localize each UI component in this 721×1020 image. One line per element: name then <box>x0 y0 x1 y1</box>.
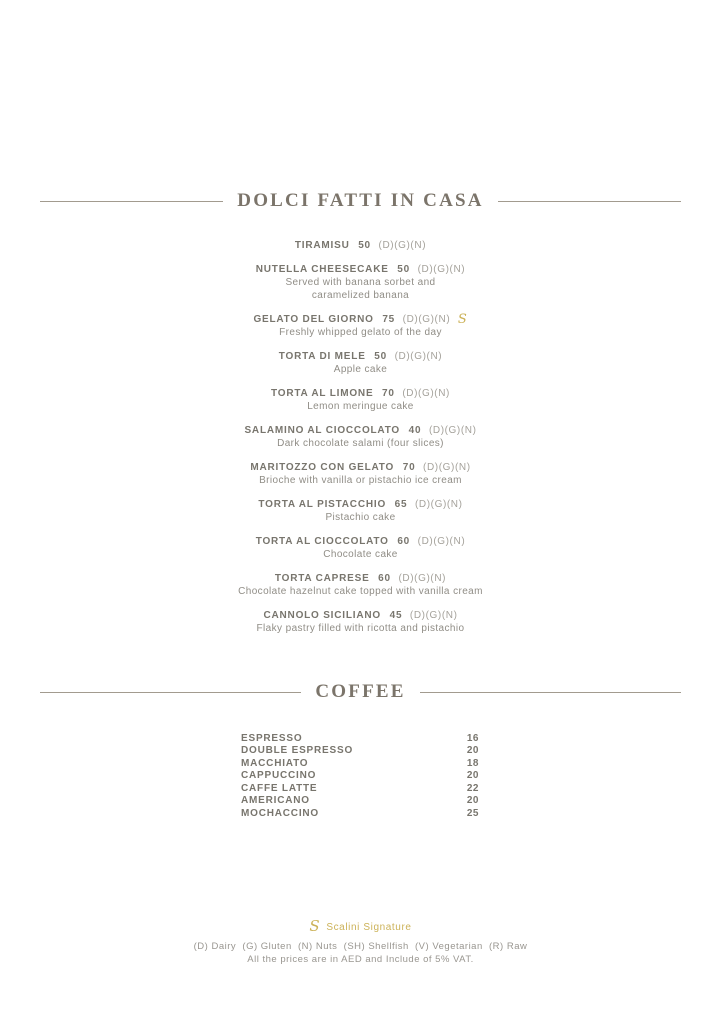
dessert-item-name: NUTELLA CHEESECAKE <box>255 264 389 275</box>
dessert-item-allergens: (D)(G)(N) <box>398 573 447 584</box>
dessert-item-line <box>0 572 721 585</box>
dessert-item-line <box>0 535 721 548</box>
dessert-item-description <box>0 276 721 302</box>
dessert-item-description <box>0 437 721 450</box>
dessert-item-name: TORTA DI MELE <box>278 351 366 362</box>
dessert-item-description <box>0 363 721 376</box>
dessert-item-price: 70 <box>402 462 416 473</box>
coffee-section-title: COFFEE <box>315 681 406 702</box>
dessert-item <box>0 263 721 302</box>
dessert-item-name: TIRAMISU <box>294 240 350 251</box>
coffee-row <box>241 745 479 757</box>
scalini-signature-label: Scalini Signature <box>326 922 412 934</box>
dessert-item <box>0 350 721 376</box>
header-rule-left <box>40 201 223 202</box>
dessert-item-line <box>0 350 721 363</box>
dessert-item-name: TORTA AL PISTACCHIO <box>258 499 387 510</box>
dessert-item-price: 50 <box>374 351 387 362</box>
dessert-item-description <box>0 326 721 339</box>
dessert-item-description-line: Freshly whipped gelato of the day <box>279 327 442 338</box>
dessert-item-description <box>0 548 721 561</box>
dessert-item-allergens: (D)(G)(N) <box>417 536 466 547</box>
coffee-price: 25 <box>466 807 479 819</box>
dessert-item-name: MARITOZZO CON GELATO <box>250 462 395 473</box>
coffee-name: CAFFE LATTE <box>241 782 318 794</box>
coffee-name: CAPPUCCINO <box>241 770 317 782</box>
dessert-item-name: SALAMINO AL CIOCCOLATO <box>244 425 401 436</box>
dessert-items <box>0 239 721 635</box>
dolci-section-header <box>40 190 681 212</box>
coffee-section-header <box>40 681 681 703</box>
dessert-item-price: 75 <box>382 314 396 325</box>
dessert-item-description-line: Chocolate cake <box>323 549 398 560</box>
dessert-item-name: TORTA CAPRESE <box>274 573 370 584</box>
dessert-item-allergens: (D)(G)(N) <box>414 499 463 510</box>
dessert-item-line <box>0 609 721 622</box>
coffee-name: AMERICANO <box>241 795 310 807</box>
dessert-item-price: 70 <box>382 388 395 399</box>
dessert-item-allergens: (D)(G)(N) <box>402 388 450 399</box>
dessert-item-name: CANNOLO SICILIANO <box>263 610 381 621</box>
dessert-item-name: TORTA AL CIOCCOLATO <box>255 536 389 547</box>
signature-icon: S <box>457 312 468 327</box>
coffee-price: 20 <box>466 770 479 782</box>
dessert-item-price: 40 <box>408 425 422 436</box>
dessert-item-allergens: (D)(G)(N) <box>409 610 458 621</box>
dessert-item <box>0 572 721 598</box>
dolci-section-title: DOLCI FATTI IN CASA <box>237 190 484 211</box>
allergen-legend: (D) Dairy (G) Gluten (N) Nuts (SH) Shellfish (V) Vegetarian (R) Raw <box>193 941 528 953</box>
dessert-item-price: 50 <box>358 240 371 251</box>
coffee-row <box>241 783 479 795</box>
dessert-item-allergens: (D)(G)(N) <box>417 264 466 275</box>
dessert-item-price: 60 <box>397 536 411 547</box>
dessert-item-allergens: (D)(G)(N) <box>428 425 477 436</box>
dessert-item-allergens: (D)(G)(N) <box>423 462 471 473</box>
dessert-item <box>0 461 721 487</box>
dessert-item-price: 60 <box>378 573 391 584</box>
dessert-item-line <box>0 498 721 511</box>
coffee-price: 20 <box>466 795 479 807</box>
coffee-row <box>241 795 479 807</box>
dessert-item-line <box>0 263 721 276</box>
header-rule-right <box>420 692 681 693</box>
coffee-row <box>241 770 479 782</box>
dessert-item <box>0 424 721 450</box>
dessert-item-description-line: Apple cake <box>333 364 388 375</box>
dessert-item-line <box>0 461 721 474</box>
dessert-item <box>0 609 721 635</box>
signature-legend-row <box>0 917 721 935</box>
dessert-item-description <box>0 474 721 487</box>
dessert-item-description <box>0 511 721 524</box>
vat-note: All the prices are in AED and Include of 5% VAT. <box>247 954 474 966</box>
dessert-item-description-line: Lemon meringue cake <box>307 401 414 412</box>
dessert-item <box>0 535 721 561</box>
coffee-name: DOUBLE ESPRESSO <box>241 745 354 757</box>
dessert-item-price: 65 <box>394 499 408 510</box>
coffee-row <box>241 808 479 820</box>
dessert-item <box>0 313 721 339</box>
coffee-price: 18 <box>466 757 479 769</box>
dessert-item-allergens: (D)(G)(N) <box>378 240 427 251</box>
dessert-item-line <box>0 424 721 437</box>
dessert-item-description <box>0 400 721 413</box>
dessert-item-line <box>0 387 721 400</box>
coffee-price: 16 <box>466 733 479 744</box>
dessert-item-name: GELATO DEL GIORNO <box>253 314 374 325</box>
coffee-row <box>241 733 479 745</box>
dessert-item-allergens: (D)(G)(N) <box>394 351 443 362</box>
header-rule-left <box>40 692 301 693</box>
dessert-item-description-line: caramelized banana <box>311 290 410 301</box>
dessert-item-description-line: Dark chocolate salami (four slices) <box>277 438 444 449</box>
dessert-item-line <box>0 239 721 252</box>
coffee-list <box>241 733 479 820</box>
dessert-item-description-line: Pistachio cake <box>325 512 396 523</box>
scalini-signature-icon: S <box>309 917 321 936</box>
coffee-row <box>241 758 479 770</box>
dessert-item-description <box>0 622 721 635</box>
coffee-name: MACCHIATO <box>241 757 309 769</box>
coffee-name: MOCHACCINO <box>241 807 319 819</box>
dessert-item-description-line: Brioche with vanilla or pistachio ice cream <box>259 475 462 486</box>
dessert-item-description-line: Flaky pastry filled with ricotta and pistachio <box>256 623 465 634</box>
coffee-price: 20 <box>466 745 479 757</box>
dessert-item-allergens: (D)(G)(N) <box>402 314 451 325</box>
dessert-item-price: 45 <box>389 610 403 621</box>
dessert-item-name: TORTA AL LIMONE <box>271 388 374 399</box>
dessert-item-price: 50 <box>397 264 411 275</box>
dessert-item-description-line: Chocolate hazelnut cake topped with vanilla cream <box>238 586 483 597</box>
dessert-item-description-line: Served with banana sorbet and <box>285 277 436 288</box>
dessert-item <box>0 498 721 524</box>
dessert-item-description <box>0 585 721 598</box>
dessert-item <box>0 239 721 252</box>
dessert-item <box>0 387 721 413</box>
coffee-price: 22 <box>466 782 479 794</box>
coffee-name: ESPRESSO <box>241 733 303 744</box>
header-rule-right <box>498 201 681 202</box>
dessert-item-line <box>0 313 721 326</box>
